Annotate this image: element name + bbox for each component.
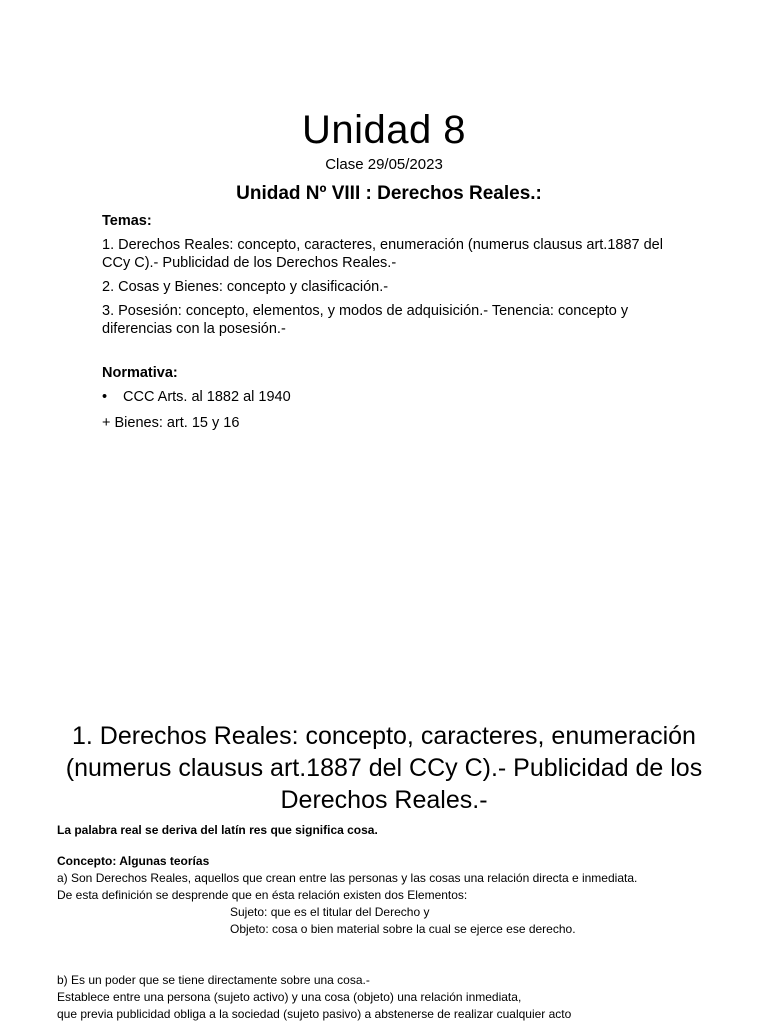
temas-label: Temas:: [102, 213, 152, 229]
normativa-bullet-item: [102, 388, 682, 406]
slide2-content: [57, 822, 737, 1023]
slide-content: [102, 212, 682, 432]
paragraph-b: b) Es un poder que se tiene directamente sobre una cosa.-: [57, 973, 370, 987]
paragraph-b3: que previa publicidad obliga a la sociedad (sujeto pasivo) a abstenerse de realizar cualquier acto: [57, 1007, 572, 1021]
slide-derechos-reales: [0, 700, 768, 1024]
paragraph-a: a) Son Derechos Reales, aquellos que crean entre las personas y las cosas una relación directa e inmediata.: [57, 871, 638, 885]
normativa-extra: + Bienes: art. 15 y 16: [102, 415, 240, 431]
class-date: Clase 29/05/2023: [325, 156, 443, 173]
objeto-line: Objeto: cosa o bien material sobre la cual se ejerce ese derecho.: [230, 922, 576, 936]
paragraph-a2: De esta definición se desprende que en ésta relación existen dos Elementos:: [57, 888, 468, 902]
paragraph-b2: Establece entre una persona (sujeto activo) y una cosa (objeto) una relación inmediata,: [57, 990, 522, 1004]
concepto-label: Concepto: Algunas teorías: [57, 854, 210, 868]
topic-item-3: 3. Posesión: concepto, elementos, y modos de adquisición.- Tenencia: concepto y diferencias con la posesión.-: [102, 303, 629, 337]
slide-title: Unidad 8: [301, 108, 467, 152]
slide2-title: 1. Derechos Reales: concepto, caracteres, enumeración (numerus clausus art.1887 del CCy C).- Publicidad de los Derechos Reales.-: [65, 722, 703, 814]
bullet-dot-icon: •: [102, 389, 108, 405]
topic-item-2: 2. Cosas y Bienes: concepto y clasificación.-: [102, 279, 389, 295]
normativa-bullet-text: CCC Arts. al 1882 al 1940: [123, 389, 291, 405]
unit-heading: Unidad Nº VIII : Derechos Reales.:: [236, 183, 542, 204]
topic-item-1: 1. Derechos Reales: concepto, caracteres, enumeración (numerus clausus art.1887 del CCy C).- Publicidad de los Derechos Reales.-: [102, 237, 663, 271]
sujeto-line: Sujeto: que es el titular del Derecho y: [230, 905, 430, 919]
normativa-label: Normativa:: [102, 365, 178, 381]
intro-text: La palabra real se deriva del latín res que significa cosa.: [57, 823, 378, 837]
